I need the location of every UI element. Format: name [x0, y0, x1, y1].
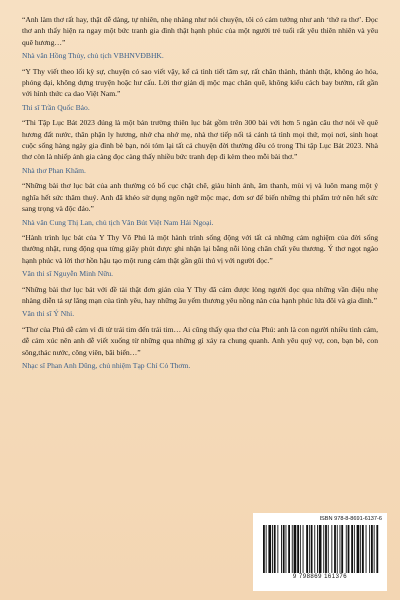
barcode-bar: [294, 525, 297, 573]
quote-author-1: Nhà văn Hồng Thủy, chủ tịch VBHNVĐBHK.: [22, 51, 164, 61]
quote-author-6: Văn thi sĩ Ý Nhi.: [22, 309, 75, 319]
barcode-bar: [371, 525, 373, 573]
quote-author-5: Văn thi sĩ Nguyễn Minh Nữu.: [22, 269, 114, 279]
barcode-bar: [331, 525, 332, 573]
barcode-digits: 9 798869 161376: [292, 574, 348, 580]
barcode-bar: [369, 525, 370, 573]
barcode-bar: [354, 525, 355, 573]
barcode-bar: [288, 525, 290, 573]
barcode-bar: [374, 525, 375, 573]
barcode-bar: [306, 525, 308, 573]
barcode-bar: [317, 525, 318, 573]
barcode-bar: [268, 525, 271, 573]
barcode-bars: [261, 525, 379, 573]
barcode-bar: [340, 525, 341, 573]
barcode-bar: [328, 525, 329, 573]
barcode-bar: [277, 525, 278, 573]
barcode-bar: [309, 525, 310, 573]
barcode-bar: [266, 525, 267, 573]
barcode-bar: [348, 525, 350, 573]
quote-author-4: Nhà văn Cung Thị Lan, chủ tịch Văn Bút Việt Nam Hải Ngoại.: [22, 217, 214, 227]
barcode-bar: [334, 525, 336, 573]
barcode-bar: [346, 525, 347, 573]
barcode-bar: [357, 525, 360, 573]
barcode-bar: [303, 525, 304, 573]
quotes-section: [22, 14, 378, 371]
barcode-bar: [272, 525, 273, 573]
barcode-bar: [300, 525, 301, 573]
barcode-bar: [314, 525, 315, 573]
quote-text-1: “Anh làm thơ rất hay, thật dễ dàng, tự nhiên, nhẹ nhàng như nói chuyện, tôi có cảm tưởng như anh ‘thở ra thơ’. Đọc thơ anh thấy hiện ra ngay một bức tranh gia đình thật hạnh phúc của một người trẻ tuổi rất yêu thiên nhiên và yêu quê hương…”: [22, 15, 378, 47]
barcode-bar: [274, 525, 276, 573]
barcode-bar: [325, 525, 327, 573]
barcode-bar: [311, 525, 313, 573]
isbn-label: ISBN 978-8-8691-6137-6: [319, 516, 382, 522]
quote-text-6: “Những bài thơ lục bát với đề tài thật đơn giản của Y Thy đã cảm được lòng người đọc qua những vần điệu nhẹ nhàng diễn tả sự lãng mạn của tình yêu, hay những âu yếm thương yêu nồng nàn của hạnh phúc lứa đôi và gia đình.”: [22, 284, 378, 305]
isbn-barcode: [253, 513, 387, 591]
quote-text-4: “Những bài thơ lục bát của anh thường có bố cục chặt chẽ, giàu hình ảnh, âm thanh, mùi vị và luôn mang một ý nghĩa hết sức thâm thuý. Anh đã khéo sử dụng ngôn ngữ mộc mạc, đơn sơ để biến những thi phẩm trở nên hết sức sang trọng và độc đáo.”: [22, 181, 378, 214]
barcode-bar: [341, 525, 343, 573]
barcode-bar: [283, 525, 285, 573]
quote-text-2: “Y Thy viết theo lối kỳ sự, chuyện có sao viết vậy, kể cả tình tiết tâm sự, rất chân thành, thành thật, không ảo hóa, phóng đại, không dựng truyện hoặc hư cấu. Lời thơ giản dị mộc mạc chân quê, không kiểu cách bay bướm, rất gần với hình thức ca dao Việt Nam.”: [22, 66, 378, 99]
quote-author-7: Nhạc sĩ Phan Anh Dũng, chủ nhiệm Tạp Chí Cỏ Thơm.: [22, 360, 191, 370]
barcode-bar: [376, 525, 378, 573]
barcode-bar: [281, 525, 282, 573]
barcode-bar: [362, 525, 364, 573]
barcode-bar: [297, 525, 299, 573]
barcode-bar: [319, 525, 322, 573]
barcode-bar: [366, 525, 367, 573]
quote-text-7: “Thơ của Phú dễ cảm vì đi từ trái tim đến trái tim… Ai cũng thấy qua thơ của Phú: anh là con người nhiều tình cảm, dễ cảm xúc nên anh dễ viết xuống từ những qua những gì xảy ra chung quanh. Anh yêu quý vợ, con, bạn bè, con sông,thác nước, công viên, bãi biển…”: [22, 324, 378, 357]
quote-text-3: “Thi Tập Lục Bát 2023 đúng là một bản trường thiên lục bát gồm trên 300 bài với hơn 5 ngàn câu thơ nói về quê hương đất nước, thân phận ly hương, nhớ cha nhớ mẹ, nhà thơ tiếp nối tả cảnh tả tình mọi thứ, mọi nơi, sinh hoạt cuộc sống hàng ngày gia đình bè bạn, nói tóm lại tất cả chuyện đời thường đều có trong Thi tập Lục Bát 2023. Nhà thơ còn là nhiếp ảnh gia càng đọc càng thấy nhiều bức tranh đẹp đi kèm theo mỗi bài thơ.”: [22, 118, 378, 162]
barcode-bar: [337, 525, 338, 573]
quote-text-5: “Hành trình lục bát của Y Thy Võ Phú là một hành trình sống động với tất cả những cảm nghiệm của đời sống thường nhật, rung động qua từng giây phút được ghi nhận lại bằng nỗi lòng chân chất yêu thương. Ý thơ ngọt ngào hạnh phúc và lời thơ hồn hậu tạo một rung cảm thật gần gũi thú vị với người đọc.”: [22, 232, 378, 265]
barcode-bar: [360, 525, 361, 573]
barcode-bar: [263, 525, 265, 573]
barcode-bar: [292, 525, 293, 573]
barcode-bar: [351, 525, 353, 573]
barcode-bar: [286, 525, 287, 573]
quote-author-2: Thi sĩ Trần Quốc Bảo.: [22, 102, 90, 112]
barcode-bar: [323, 525, 324, 573]
quote-author-3: Nhà thơ Phan Khâm.: [22, 165, 86, 175]
